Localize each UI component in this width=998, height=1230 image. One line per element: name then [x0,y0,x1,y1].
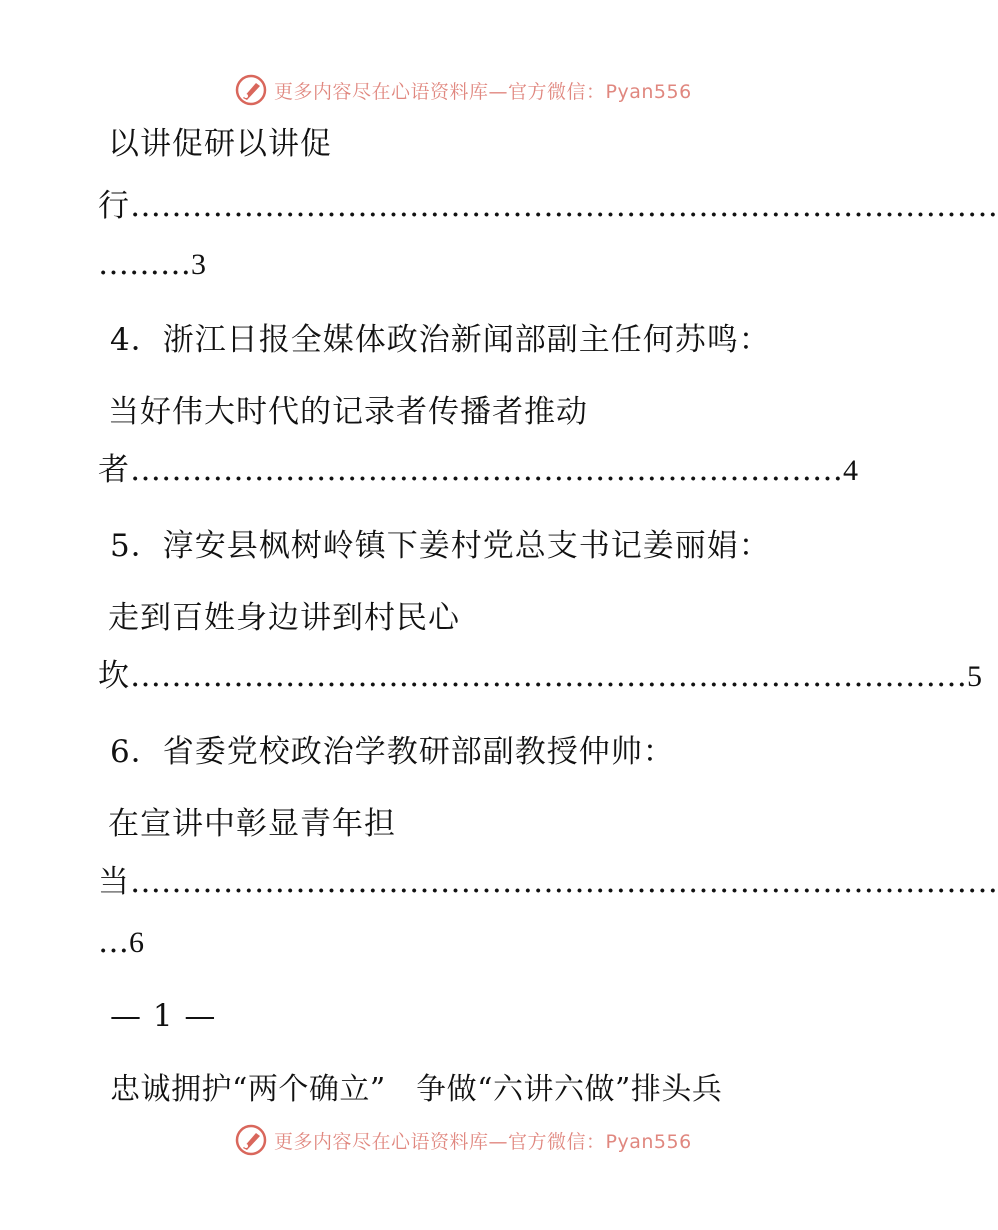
toc-title-line [98,656,983,697]
toc-page-number: 5 [967,660,983,693]
toc-title-line: 以讲促研以讲促 [108,126,332,162]
toc-title-line [98,244,207,285]
toc-title-end: 行 [98,188,130,224]
toc-title-end: 坎 [98,658,130,694]
toc-heading: 5．淳安县枫树岭镇下姜村党总支书记姜丽娟： [110,528,771,564]
toc-title-line [98,450,859,491]
toc-title-line: 当好伟大时代的记录者传播者推动 [108,394,588,430]
toc-heading: 4．浙江日报全媒体政治新闻部副主任何苏鸣： [110,322,771,358]
toc-heading: 6．省委党校政治学教研部副教授仲帅： [110,734,675,770]
watermark-banner-bottom [234,1122,692,1158]
toc-page-number: 6 [129,926,145,959]
page-number-marker: — 1 — [110,998,217,1034]
watermark-text: 更多内容尽在心语资料库—官方微信：Pyan556 [274,80,692,103]
pen-logo-icon [234,1123,268,1157]
toc-leader-dots: ……………………………………………………………………… [130,658,967,694]
toc-title-end: 当 [98,864,130,900]
toc-title-line: 走到百姓身边讲到村民心 [108,600,460,636]
watermark-banner-top [234,72,692,108]
toc-title-line [98,922,145,963]
toc-leader-dots: ………………………………………………………………………… [130,864,998,900]
article-title: 忠诚拥护“两个确立” 争做“六讲六做”排头兵 [110,1072,723,1107]
toc-title-line [98,186,998,226]
toc-title-line: 在宣讲中彰显青年担 [108,806,396,842]
toc-title-end: 者 [98,452,130,488]
toc-leader-dots: …………………………………………………………… [130,452,843,488]
toc-leader-dots: ………………………………………………………………………… [130,188,998,224]
toc-title-line [98,862,998,902]
pen-logo-icon [234,73,268,107]
toc-leader-dots: ……… [98,246,191,282]
watermark-text: 更多内容尽在心语资料库—官方微信：Pyan556 [274,1130,692,1153]
toc-page-number: 3 [191,248,207,281]
toc-page-number: 4 [843,454,859,487]
toc-leader-dots: … [98,924,129,960]
